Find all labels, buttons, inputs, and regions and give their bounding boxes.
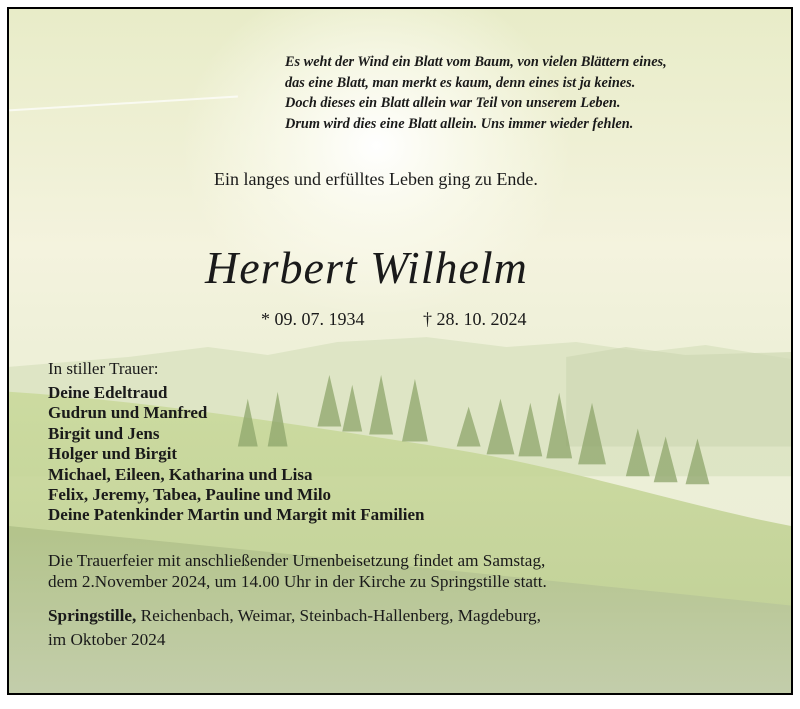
ceremony-line: dem 2.November 2024, um 14.00 Uhr in der Kirche zu Springstille statt.: [48, 572, 547, 591]
birth-date: * 09. 07. 1934: [261, 309, 365, 329]
notice-date: im Oktober 2024: [48, 630, 166, 649]
other-places: Reichenbach, Weimar, Steinbach-Hallenberg, Magdeburg,: [136, 606, 541, 625]
mourner: Deine Edeltraud: [48, 383, 168, 402]
poem: [285, 52, 667, 134]
poem-line: Doch dieses ein Blatt allein war Teil von unserem Leben.: [285, 95, 621, 111]
mourner: Michael, Eileen, Katharina und Lisa: [48, 464, 313, 484]
obituary-card: [7, 7, 793, 695]
mourner: Felix, Jeremy, Tabea, Pauline und Milo: [48, 485, 332, 505]
mourner: Gudrun und Manfred: [48, 403, 208, 423]
mourner: Holger und Birgit: [48, 444, 178, 464]
poem-line: das eine Blatt, man merkt es kaum, denn eines ist ja keines.: [285, 74, 636, 91]
ceremony-line: Die Trauerfeier mit anschließender Urnenbeisetzung findet am Samstag,: [48, 551, 546, 570]
deceased-name: Herbert Wilhelm: [205, 242, 528, 293]
mourner: Deine Patenkinder Martin und Margit mit Familien: [48, 505, 425, 525]
mourning-label: In stiller Trauer:: [48, 359, 159, 378]
death-date: † 28. 10. 2024: [423, 309, 527, 329]
places-and-date: [48, 604, 541, 652]
poem-line: Drum wird dies eine Blatt allein. Uns immer wieder fehlen.: [285, 115, 634, 132]
first-place: Springstille,: [48, 606, 137, 625]
ceremony-notice: [48, 550, 547, 592]
mourners-list: [48, 383, 425, 526]
poem-line: Es weht der Wind ein Blatt vom Baum, von vielen Blättern eines,: [285, 54, 667, 70]
places-line: [48, 604, 541, 628]
intro-text: Ein langes und erfülltes Leben ging zu Ende.: [214, 169, 538, 189]
mourner: Birgit und Jens: [48, 423, 160, 443]
